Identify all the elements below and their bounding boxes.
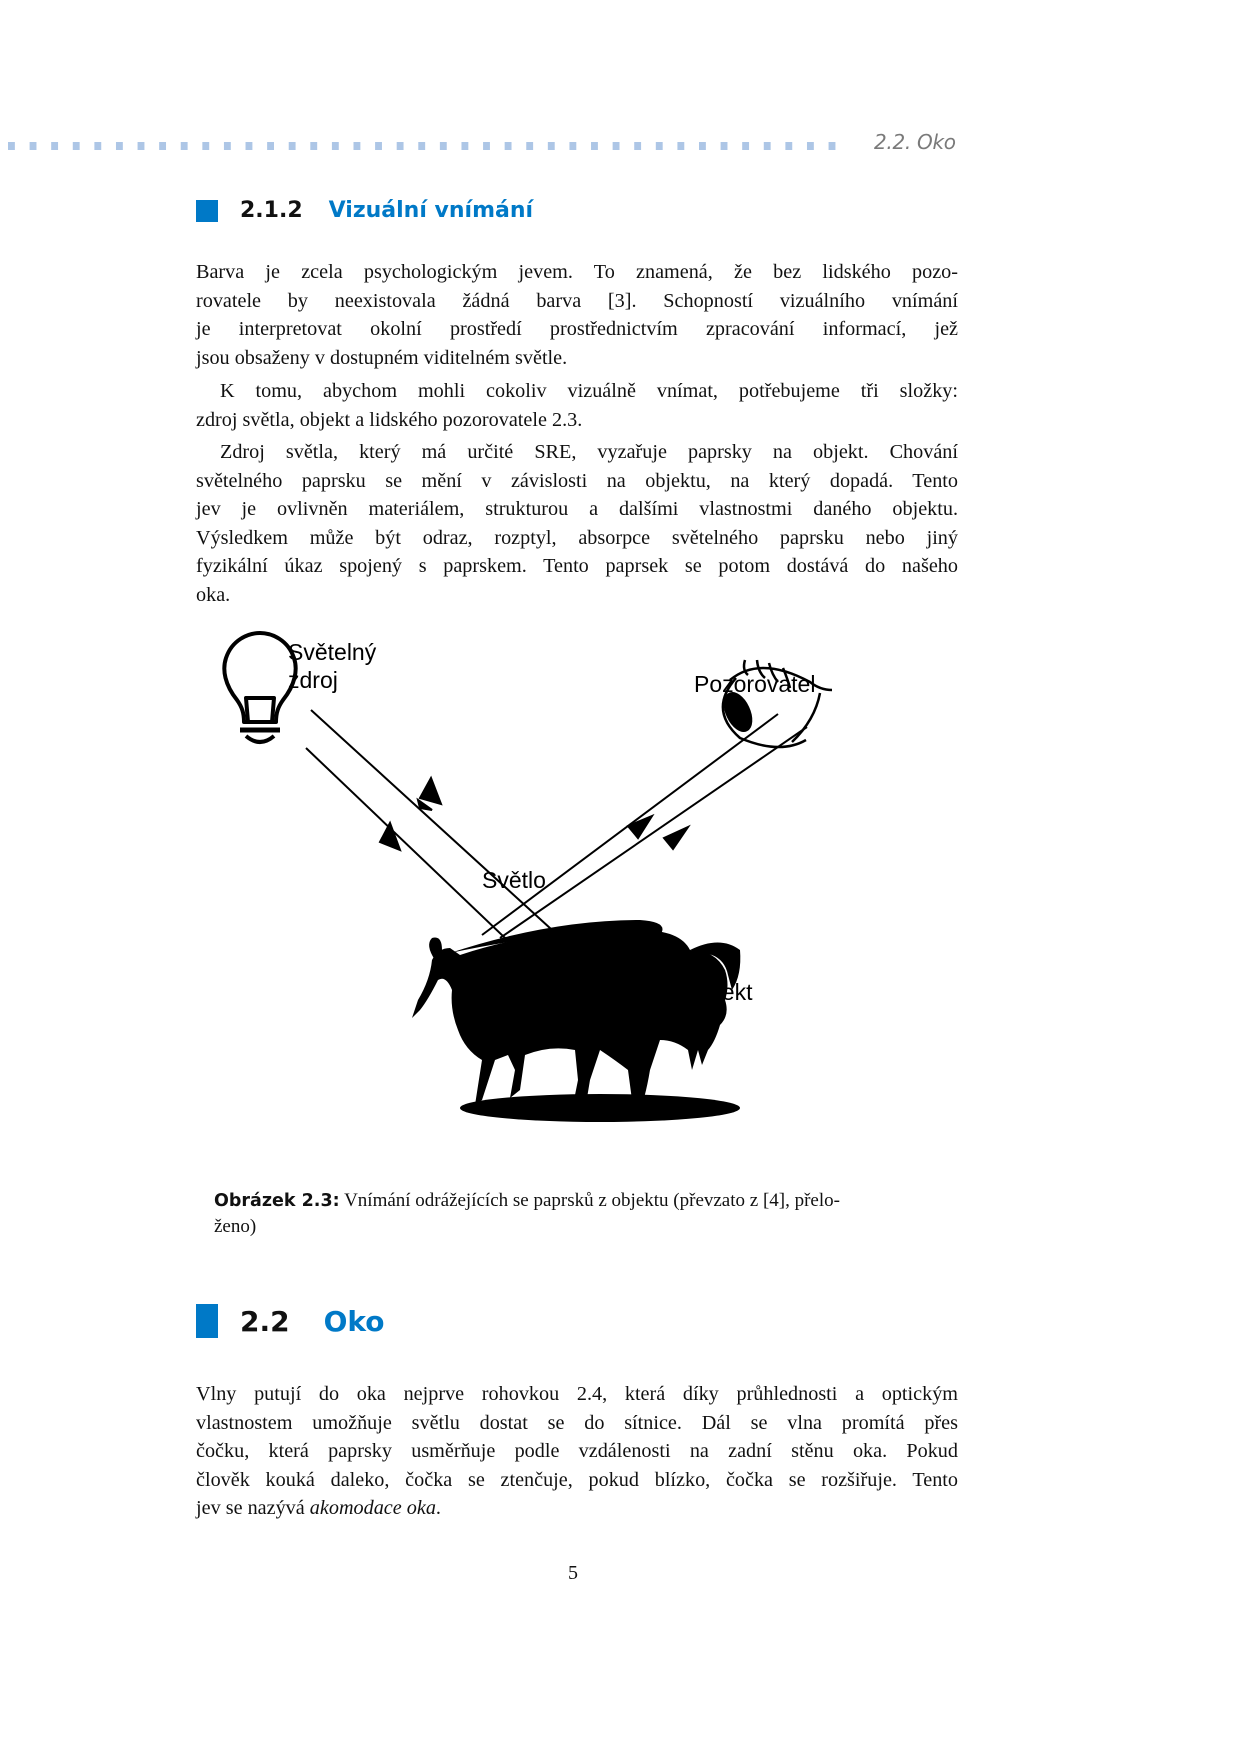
text-line: rovatele by neexistovala žádná barva [3]. Schopností vizuálního vnímání <box>196 289 958 312</box>
paragraph-oko <box>196 1380 958 1523</box>
label-light: Světlo <box>482 867 546 893</box>
text-line: Vlny putují do oka nejprve rohovkou 2.4, která díky průhlednosti a optickým <box>196 1383 958 1405</box>
text-line <box>196 1494 958 1523</box>
running-header-title: 2.2. Oko <box>874 130 956 154</box>
label-observer: Pozorovatel <box>694 671 816 697</box>
text-line: Barva je zcela psychologickým jevem. To znamená, že bez lidského pozo- <box>196 261 958 283</box>
paragraph-2 <box>196 377 958 434</box>
bison-silhouette <box>412 920 740 1122</box>
text-line: člověk kouká daleko, čočka se ztenčuje, pokud blízko, čočka se rozšiřuje. Tento <box>196 1468 958 1491</box>
page-number: 5 <box>568 1562 578 1584</box>
label-light-source-line1: Světelný <box>288 639 377 665</box>
section-number: 2.1.2 <box>240 198 303 223</box>
text-line: zdroj světla, objekt a lidského pozorovatele 2.3. <box>196 408 583 431</box>
text-line: čočku, která paprsky usměrňuje podle vzdálenosti na zadní stěnu oka. Pokud <box>196 1440 958 1463</box>
text-line: oka. <box>196 583 231 606</box>
paragraph-3 <box>196 438 958 610</box>
figure-caption <box>214 1188 944 1240</box>
text-line: K tomu, abychom mohli cokoliv vizuálně vnímat, potřebujeme tři složky: <box>220 380 958 402</box>
label-light-source-line2: zdroj <box>288 667 338 693</box>
reflected-rays <box>482 714 807 938</box>
text-fragment: jev se nazývá <box>196 1497 310 1520</box>
figure-2-3 <box>220 630 960 1170</box>
emphasized-term: akomodace oka <box>309 1497 436 1520</box>
section-heading-2-2 <box>196 1304 385 1338</box>
light-bulb-icon <box>224 633 295 742</box>
caption-label: Obrázek 2.3: <box>214 1191 340 1211</box>
text-line: světelného paprsku se mění v závislosti na objektu, na který dopadá. Tento <box>196 469 958 492</box>
section-title: Oko <box>323 1304 385 1338</box>
text-line: jsou obsaženy v dostupném viditelném světle. <box>196 346 568 369</box>
caption-text-line2: ženo) <box>214 1216 257 1237</box>
figure-illustration <box>220 630 960 1170</box>
label-object: Objekt <box>686 979 753 1005</box>
section-heading-2-1-2 <box>196 198 533 223</box>
text-line: Zdroj světla, který má určité SRE, vyzařuje paprsky na objekt. Chování <box>220 441 958 463</box>
text-line: fyzikální úkaz spojený s paprskem. Tento paprsek se potom dostává do našeho <box>196 555 958 578</box>
incoming-rays <box>306 710 585 960</box>
text-line: je interpretovat okolní prostředí prostřednictvím zpracování informací, jež <box>196 318 958 341</box>
paragraph-1 <box>196 258 958 372</box>
text-line: jev je ovlivněn materiálem, strukturou a dalšími vlastnostmi daného objektu. <box>196 498 958 521</box>
section-marker-icon <box>196 1304 218 1338</box>
text-line: Výsledkem může být odraz, rozptyl, absorpce světelného paprsku nebo jiný <box>196 526 958 549</box>
text-fragment: . <box>435 1497 441 1520</box>
text-line: vlastnostem umožňuje světlu dostat se do sítnice. Dál se vlna promítá přes <box>196 1411 958 1434</box>
caption-text-line1: Vnímání odrážejících se paprsků z objektu (převzato z [4], přelo- <box>344 1190 840 1211</box>
section-marker-icon <box>196 200 218 222</box>
label-light-source <box>288 638 376 694</box>
section-title: Vizuální vnímání <box>328 198 534 223</box>
running-header <box>0 128 1240 158</box>
section-number: 2.2 <box>240 1304 290 1338</box>
header-dot-rule <box>8 142 848 150</box>
